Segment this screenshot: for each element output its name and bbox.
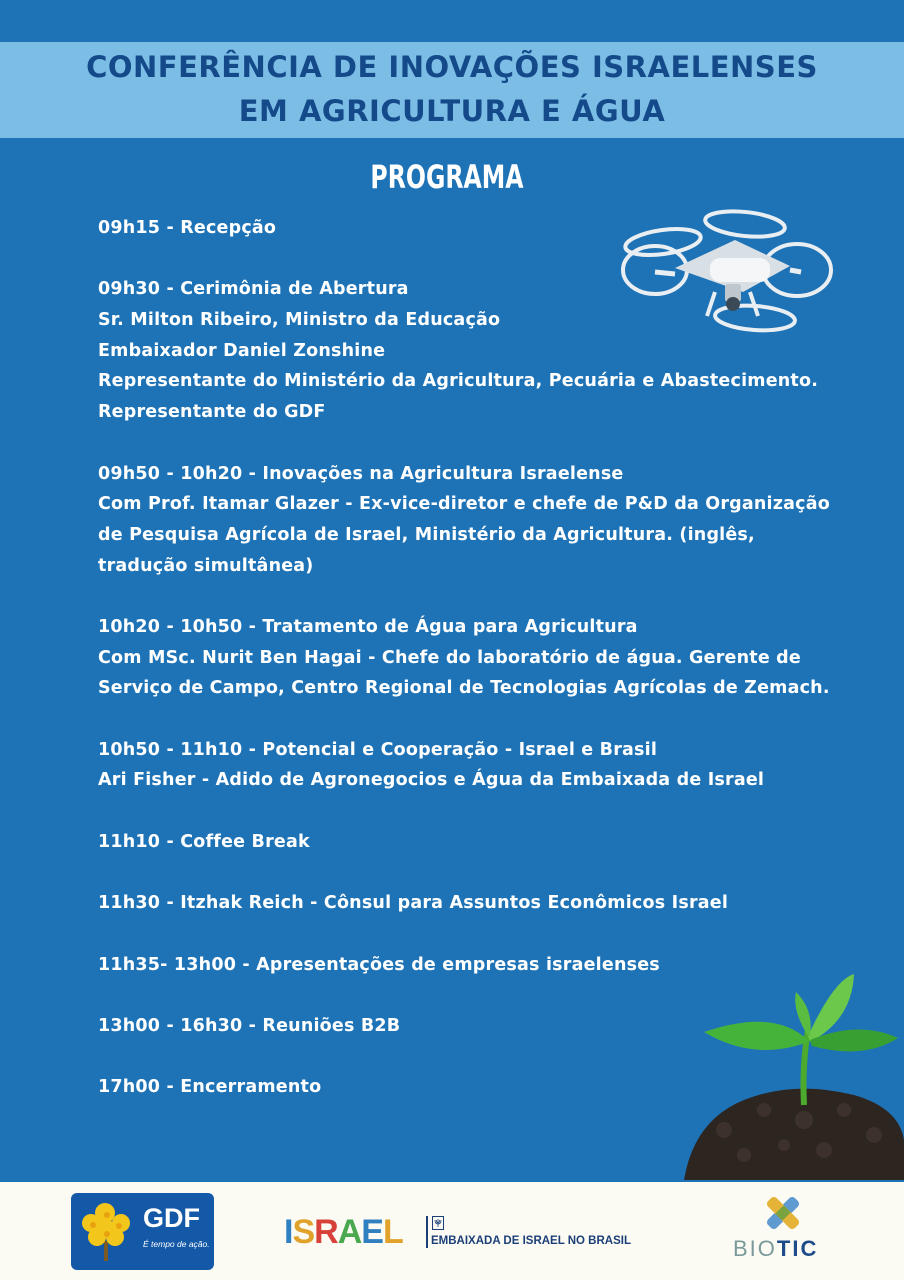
schedule-line: 09h15 - Recepção xyxy=(98,218,277,238)
israel-letter: S xyxy=(292,1213,315,1251)
gdf-wordmark: GDF xyxy=(143,1203,200,1233)
israel-letter: R xyxy=(314,1213,338,1251)
section-heading: PROGRAMA xyxy=(370,158,524,196)
israel-letter: A xyxy=(337,1213,362,1251)
biotic-tic: TIC xyxy=(776,1236,819,1261)
biotic-bio: BIO xyxy=(733,1236,777,1261)
plant-soil-image xyxy=(684,970,904,1180)
drone-image xyxy=(615,200,845,345)
schedule-spacer xyxy=(98,704,858,735)
schedule-spacer xyxy=(98,919,858,950)
schedule-line: 17h00 - Encerramento xyxy=(98,1077,322,1098)
schedule-spacer xyxy=(98,857,858,888)
schedule-line: Representante do Ministério da Agricultura, Pecuária e Abastecimento. xyxy=(98,371,819,392)
gdf-ipe-flower-icon xyxy=(77,1201,135,1263)
schedule-line: Com Prof. Itamar Glazer - Ex-vice-diretor e chefe de P&D da Organização xyxy=(98,494,830,515)
schedule-line: Com MSc. Nurit Ben Hagai - Chefe do laboratório de água. Gerente de xyxy=(98,647,801,668)
gdf-logo xyxy=(71,1193,214,1270)
schedule-spacer xyxy=(98,581,858,612)
schedule-line: Sr. Milton Ribeiro, Ministro da Educação xyxy=(98,310,501,331)
schedule-line: 10h20 - 10h50 - Tratamento de Água para Agricultura xyxy=(98,616,638,637)
israel-letter: I xyxy=(284,1213,293,1251)
schedule-line: 09h30 - Cerimônia de Abertura xyxy=(98,279,409,300)
schedule-line: 11h10 - Coffee Break xyxy=(98,831,310,852)
schedule-line: 09h50 - 10h20 - Inovações na Agricultura Israelense xyxy=(98,463,624,484)
israel-wordmark xyxy=(284,1214,403,1250)
schedule-line: Ari Fisher - Adido de Agronegocios e Água da Embaixada de Israel xyxy=(98,770,765,791)
israel-letter: E xyxy=(361,1213,383,1251)
israel-logo-divider xyxy=(426,1216,428,1248)
israel-letter: L xyxy=(382,1213,403,1251)
biotic-wordmark xyxy=(733,1236,818,1262)
schedule-spacer xyxy=(98,428,858,459)
conference-title-line1: CONFERÊNCIA DE INOVAÇÕES ISRAELENSES xyxy=(86,50,818,84)
schedule-line: 13h00 - 16h30 - Reuniões B2B xyxy=(98,1015,401,1036)
schedule-line: 11h30 - Itzhak Reich - Cônsul para Assuntos Econômicos Israel xyxy=(98,893,729,914)
schedule-line: 11h35- 13h00 - Apresentações de empresas israelenses xyxy=(98,954,660,975)
biotic-cross-icon xyxy=(760,1192,806,1234)
schedule-line: tradução simultânea) xyxy=(98,555,314,576)
conference-title-line2: EM AGRICULTURA E ÁGUA xyxy=(238,94,666,128)
gdf-tagline: É tempo de ação. xyxy=(143,1239,210,1249)
schedule-spacer xyxy=(98,796,858,827)
schedule-line: Representante do GDF xyxy=(98,402,326,423)
embassy-label: EMBAIXADA DE ISRAEL NO BRASIL xyxy=(431,1235,631,1247)
menorah-emblem-icon xyxy=(432,1216,444,1230)
schedule-line: de Pesquisa Agrícola de Israel, Ministério da Agricultura. (inglês, xyxy=(98,524,755,545)
schedule-line: Serviço de Campo, Centro Regional de Tecnologias Agrícolas de Zemach. xyxy=(98,678,830,699)
schedule-line: 10h50 - 11h10 - Potencial e Cooperação - Israel e Brasil xyxy=(98,739,658,760)
schedule-line: Embaixador Daniel Zonshine xyxy=(98,340,386,361)
